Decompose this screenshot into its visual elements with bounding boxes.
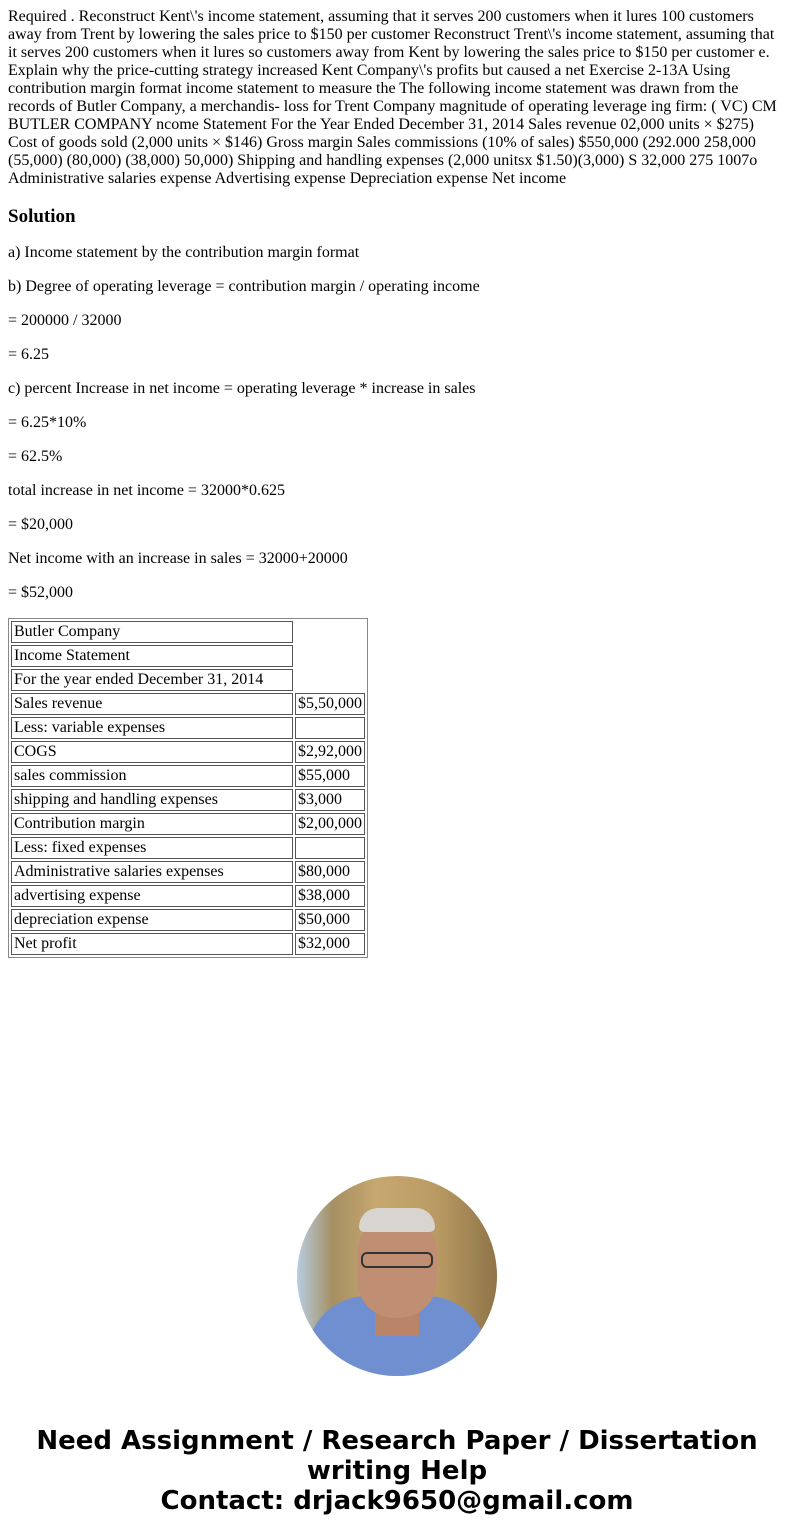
row-label: Sales revenue	[11, 693, 293, 715]
company-name: Butler Company	[11, 621, 293, 643]
statement-period: For the year ended December 31, 2014	[11, 669, 293, 691]
question-text: Required . Reconstruct Kent\'s income statement, assuming that it serves 200 customers when it lures 100 customers away from Trent by lowering the sales price to $150 per customer Reconstruct Trent\'s income statement, assuming that it serves 200 customers when it lures so customers away from Kent by lowering the sales price to $150 per customer e. Explain why the price-cutting strategy increased Kent Company\'s profits but caused a net Exercise 2-13A Using contribution margin format income statement to measure the The following income statement was drawn from the records of Butler Company, a merchandis- loss for Trent Company magnitude of operating leverage ing firm: ( VC) CM BUTLER COMPANY ncome Statement For the Year Ended December 31, 2014 Sales revenue 02,000 units × $275) Cost of goods sold (2,000 units × $146) Gross margin Sales commissions (10% of sales) $550,000 (292.000 258,000 (55,000) (80,000) (38,000) 50,000) Shipping and handling expenses (2,000 unitsx $1.50)(3,000) S 32,000 275 1007o Administrative salaries expense Advertising expense Depreciation expense Net income	[8, 8, 777, 187]
solution-line: = $20,000	[8, 516, 74, 533]
table-row	[11, 837, 365, 859]
solution-line: b) Degree of operating leverage = contribution margin / operating income	[8, 278, 480, 295]
empty-cell	[295, 621, 365, 691]
row-label: advertising expense	[11, 885, 293, 907]
table-row	[11, 717, 365, 739]
contact-footer	[8, 1426, 786, 1516]
author-photo-container	[8, 1176, 786, 1376]
row-value: $50,000	[295, 909, 365, 931]
row-value: $80,000	[295, 861, 365, 883]
author-photo	[297, 1176, 497, 1376]
row-value: $3,000	[295, 789, 365, 811]
row-label: Administrative salaries expenses	[11, 861, 293, 883]
row-label: shipping and handling expenses	[11, 789, 293, 811]
row-label: Less: variable expenses	[11, 717, 293, 739]
table-row	[11, 789, 365, 811]
solution-line: c) percent Increase in net income = operating leverage * increase in sales	[8, 380, 476, 397]
table-row	[11, 693, 365, 715]
row-label: depreciation expense	[11, 909, 293, 931]
table-row	[11, 861, 365, 883]
row-label: COGS	[11, 741, 293, 763]
table-header-row	[11, 621, 365, 643]
solution-line: = 62.5%	[8, 448, 63, 465]
solution-line: = 6.25*10%	[8, 414, 87, 431]
row-value: $38,000	[295, 885, 365, 907]
solution-body	[8, 244, 786, 602]
solution-heading: Solution	[8, 206, 76, 227]
table-row	[11, 885, 365, 907]
table-row	[11, 909, 365, 931]
solution-line: = 6.25	[8, 346, 50, 363]
footer-promo: Need Assignment / Research Paper / Dissertation writing Help	[36, 1426, 758, 1486]
footer-contact: Contact: drjack9650@gmail.com	[160, 1486, 634, 1516]
row-value: $5,50,000	[295, 693, 365, 715]
row-value	[295, 837, 365, 859]
row-value: $55,000	[295, 765, 365, 787]
row-label: sales commission	[11, 765, 293, 787]
row-label: Less: fixed expenses	[11, 837, 293, 859]
table-row	[11, 813, 365, 835]
solution-line: a) Income statement by the contribution margin format	[8, 244, 360, 261]
row-value: $2,92,000	[295, 741, 365, 763]
row-label: Contribution margin	[11, 813, 293, 835]
row-value	[295, 717, 365, 739]
table-row	[11, 933, 365, 955]
table-row	[11, 765, 365, 787]
solution-line: Net income with an increase in sales = 32000+20000	[8, 550, 348, 567]
statement-title: Income Statement	[11, 645, 293, 667]
solution-line: total increase in net income = 32000*0.625	[8, 482, 285, 499]
solution-line: = $52,000	[8, 584, 74, 601]
income-statement-table	[8, 618, 368, 958]
solution-line: = 200000 / 32000	[8, 312, 122, 329]
row-label: Net profit	[11, 933, 293, 955]
table-row	[11, 741, 365, 763]
row-value: $32,000	[295, 933, 365, 955]
row-value: $2,00,000	[295, 813, 365, 835]
